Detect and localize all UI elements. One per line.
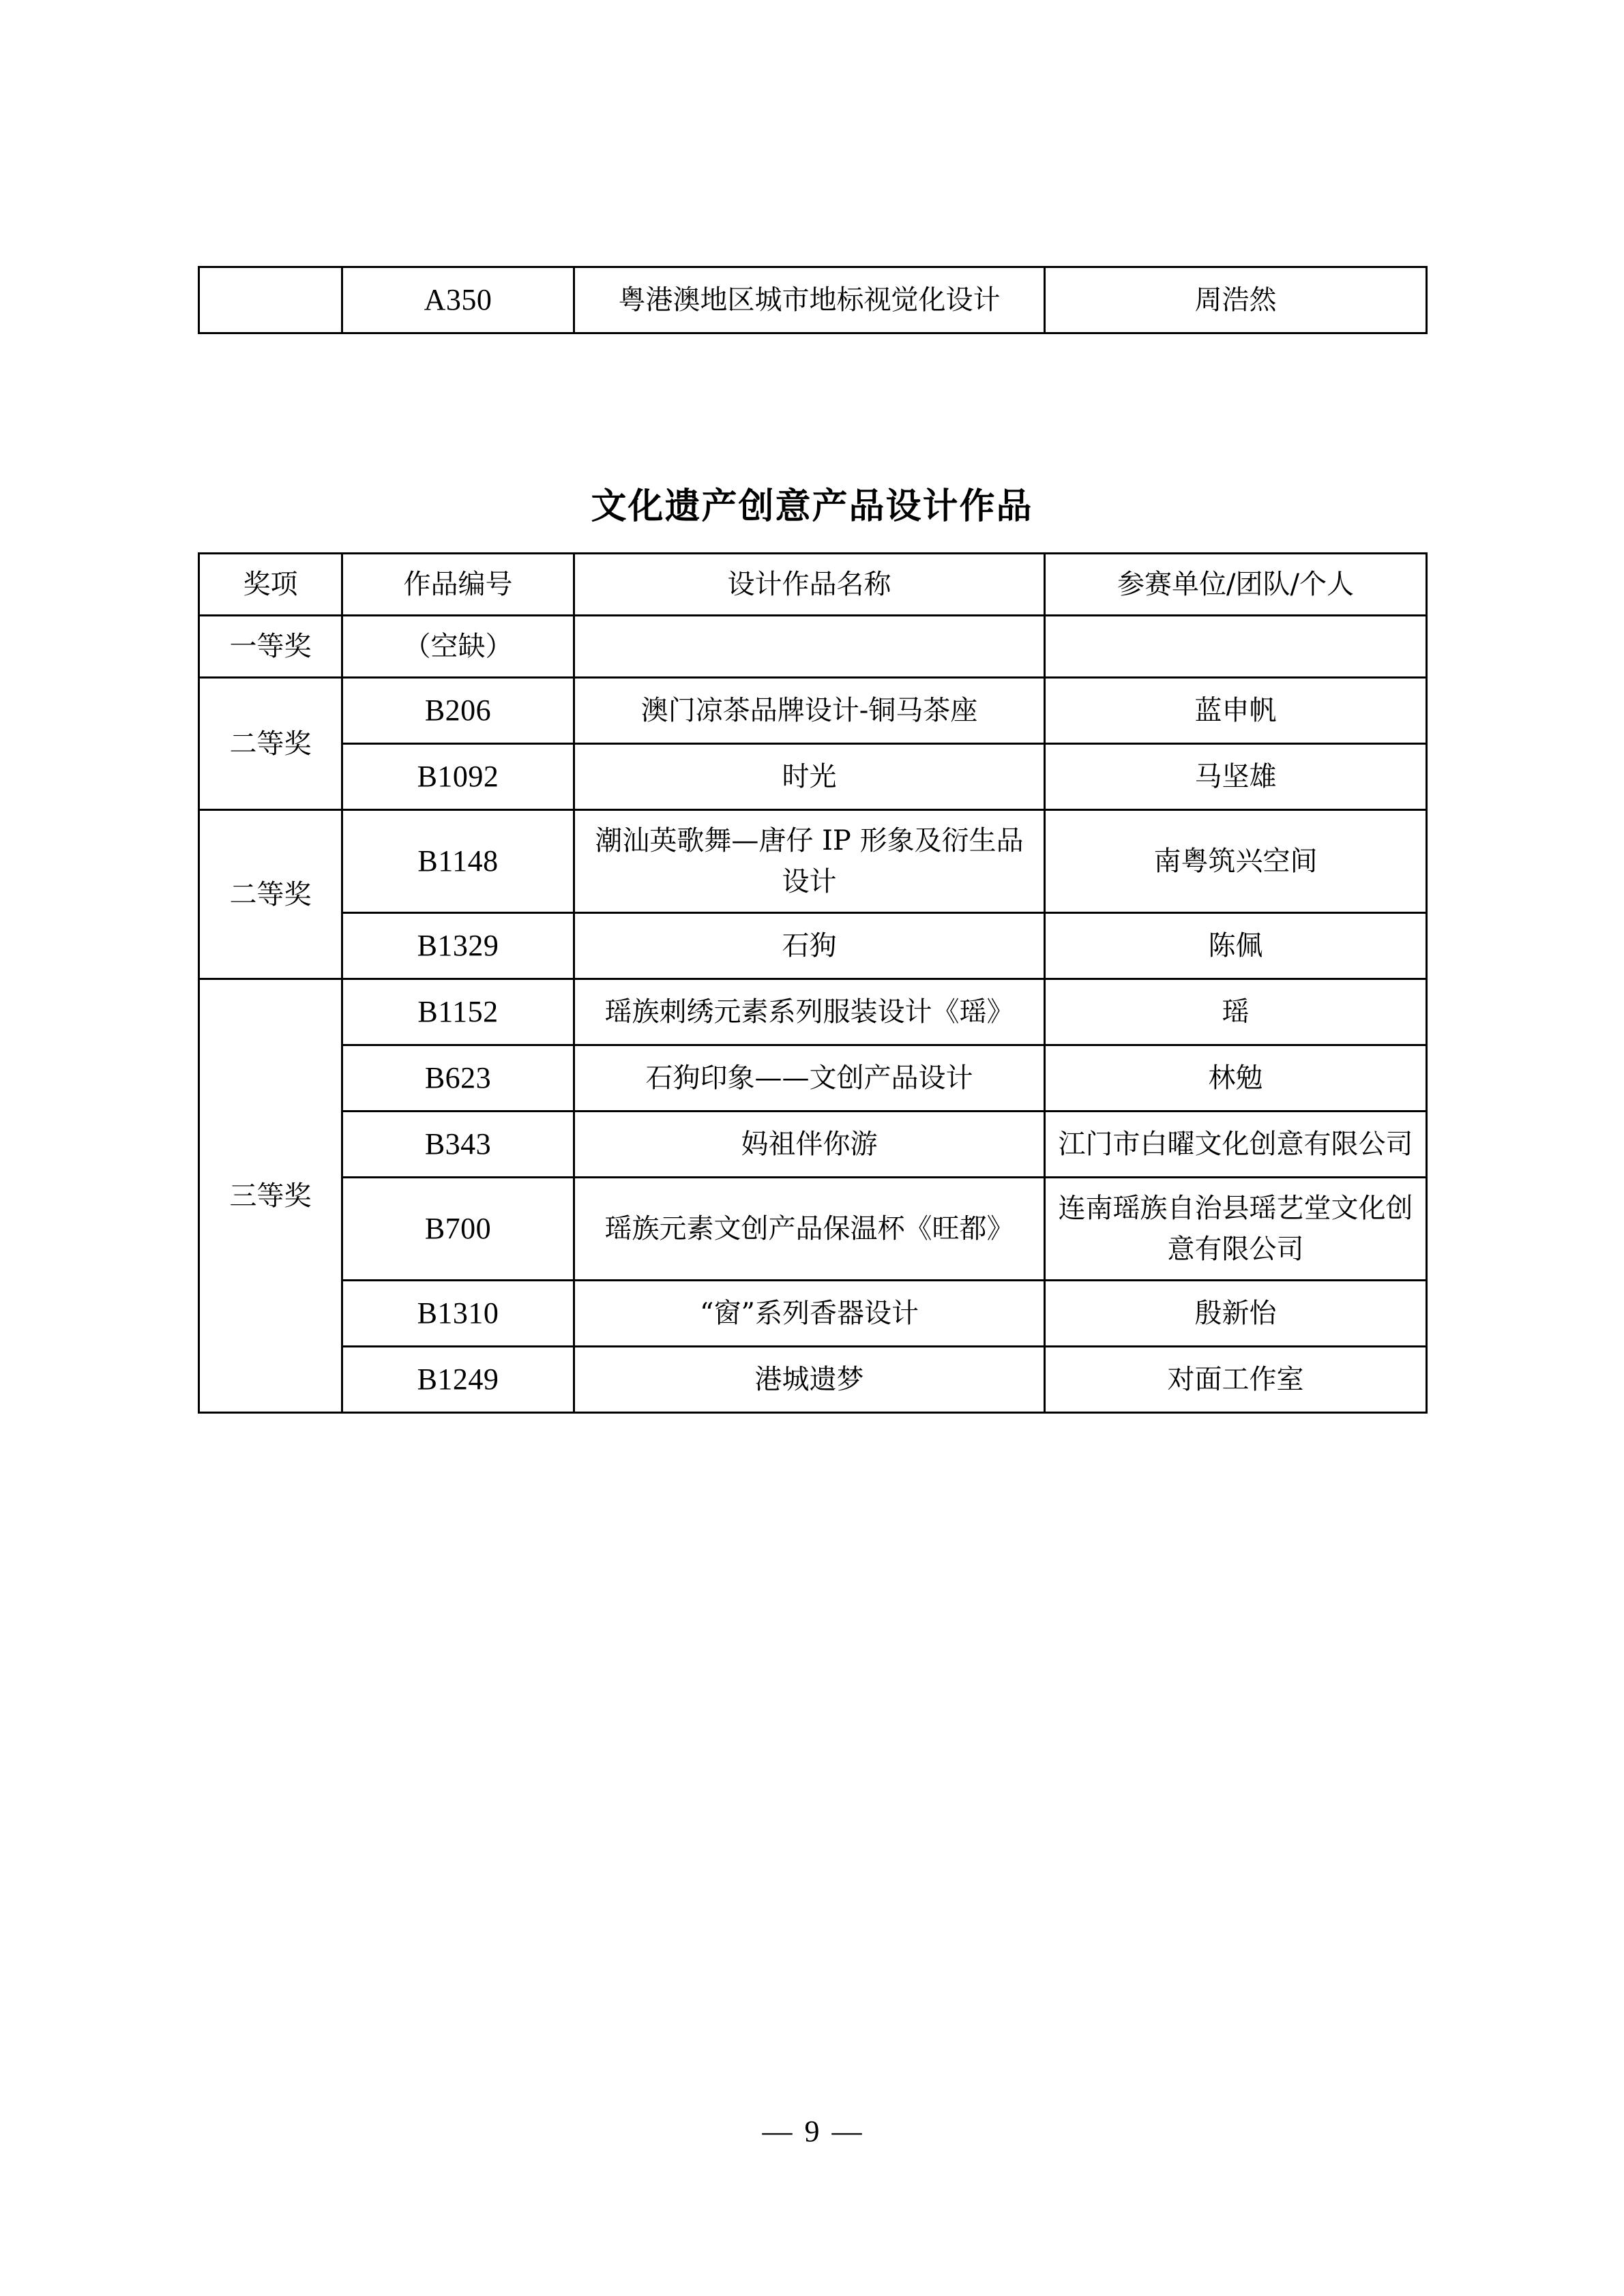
cell-title (574, 616, 1045, 678)
footer-dash-right: — (831, 2115, 862, 2148)
table-awards (198, 552, 1428, 1414)
cell-title: 石狗 (574, 913, 1045, 979)
cell-code: B623 (342, 1045, 574, 1112)
cell-code: B1310 (342, 1281, 574, 1347)
cell-award (199, 267, 342, 333)
cell-award: 二等奖 (199, 678, 342, 810)
continuation-table (198, 266, 1426, 334)
cell-title: 瑶族元素文创产品保温杯《旺都》 (574, 1178, 1045, 1281)
cell-title: 潮汕英歌舞—唐仔 IP 形象及衍生品设计 (574, 810, 1045, 913)
cell-entrant: 马坚雄 (1045, 744, 1427, 810)
cell-entrant: 对面工作室 (1045, 1347, 1427, 1413)
cell-entrant: 周浩然 (1045, 267, 1427, 333)
cell-entrant (1045, 616, 1427, 678)
section-title: 文化遗产创意产品设计作品 (591, 486, 1033, 527)
page-number: 9 (804, 2115, 820, 2148)
page-footer (0, 2114, 1624, 2149)
cell-title: 澳门凉茶品牌设计-铜马茶座 (574, 678, 1045, 744)
awards-table-wrapper (198, 552, 1426, 1414)
cell-entrant: 江门市白曜文化创意有限公司 (1045, 1112, 1427, 1178)
cell-entrant: 陈佩 (1045, 913, 1427, 979)
table-row (199, 1281, 1427, 1347)
footer-dash-left: — (762, 2115, 793, 2148)
cell-title: 瑶族刺绣元素系列服装设计《瑶》 (574, 979, 1045, 1045)
table-row (199, 678, 1427, 744)
table-row (199, 1347, 1427, 1413)
table-row (199, 1112, 1427, 1178)
cell-entrant: 林勉 (1045, 1045, 1427, 1112)
cell-entrant: 蓝申帆 (1045, 678, 1427, 744)
header-award: 奖项 (199, 554, 342, 616)
cell-title: 粤港澳地区城市地标视觉化设计 (574, 267, 1045, 333)
cell-code: B1152 (342, 979, 574, 1045)
cell-code: B206 (342, 678, 574, 744)
cell-code: B1329 (342, 913, 574, 979)
header-title: 设计作品名称 (574, 554, 1045, 616)
cell-award: 一等奖 (199, 616, 342, 678)
cell-award: 二等奖 (199, 810, 342, 979)
cell-title: 港城遗梦 (574, 1347, 1045, 1413)
table-row (199, 913, 1427, 979)
table-row (199, 744, 1427, 810)
cell-code: A350 (342, 267, 574, 333)
table-row (199, 979, 1427, 1045)
header-entrant: 参赛单位/团队/个人 (1045, 554, 1427, 616)
table-top (198, 266, 1428, 334)
cell-title: “窗”系列香器设计 (574, 1281, 1045, 1347)
cell-title: 石狗印象——文创产品设计 (574, 1045, 1045, 1112)
cell-code: B1148 (342, 810, 574, 913)
cell-code: B1092 (342, 744, 574, 810)
cell-entrant: 连南瑶族自治县瑶艺堂文化创意有限公司 (1045, 1178, 1427, 1281)
cell-award: 三等奖 (199, 979, 342, 1413)
table-row (199, 616, 1427, 678)
cell-code: B1249 (342, 1347, 574, 1413)
cell-entrant: 瑶 (1045, 979, 1427, 1045)
table-header-row (199, 554, 1427, 616)
cell-code: B343 (342, 1112, 574, 1178)
cell-title: 时光 (574, 744, 1045, 810)
header-code: 作品编号 (342, 554, 574, 616)
cell-code: （空缺） (342, 616, 574, 678)
cell-code: B700 (342, 1178, 574, 1281)
table-row (199, 1178, 1427, 1281)
cell-entrant: 殷新怡 (1045, 1281, 1427, 1347)
cell-entrant: 南粤筑兴空间 (1045, 810, 1427, 913)
table-row (199, 810, 1427, 913)
cell-title: 妈祖伴你游 (574, 1112, 1045, 1178)
table-row (199, 267, 1427, 333)
table-row (199, 1045, 1427, 1112)
